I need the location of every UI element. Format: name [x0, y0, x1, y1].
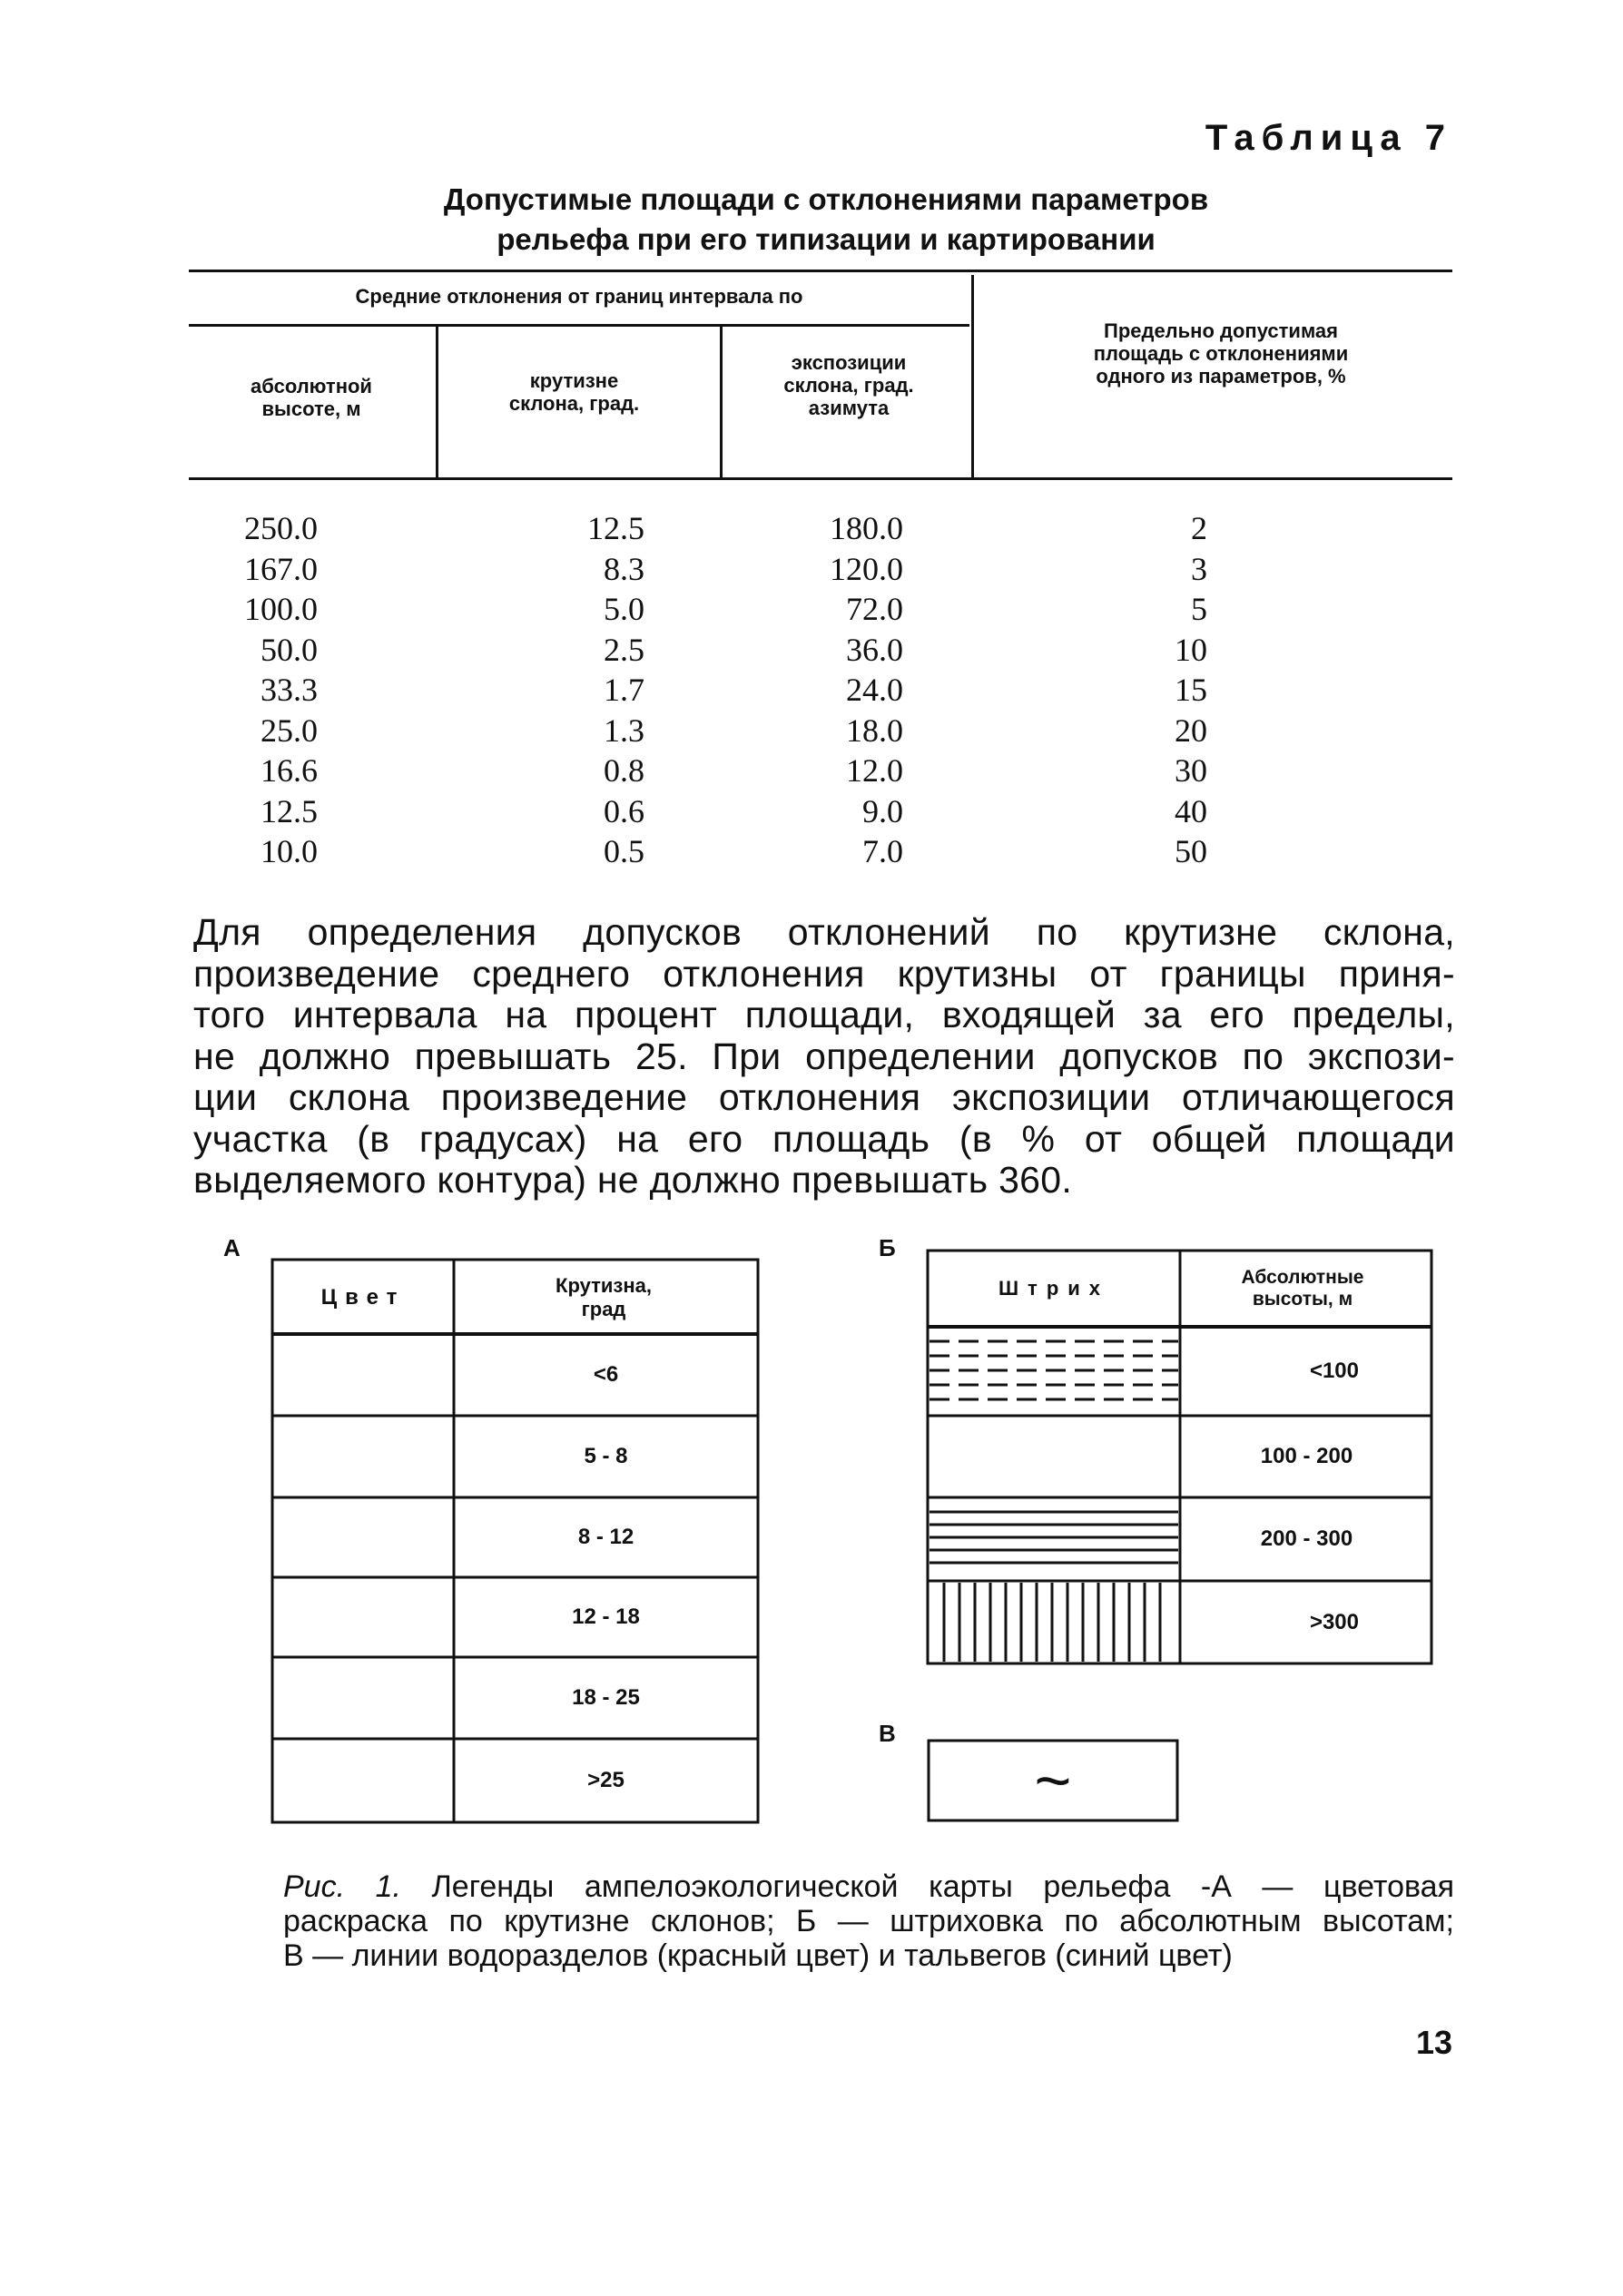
table-cell: 100.0 — [244, 591, 318, 627]
paragraph-line: участка (в градусах) на его площадь (в % от общей площади — [193, 1117, 1455, 1160]
paragraph-line: произведение среднего отклонения крутизны от границы приня- — [193, 952, 1455, 995]
table-cell: 9.0 — [862, 792, 903, 829]
table-label: Таблица 7 — [1205, 118, 1452, 158]
table-cell: 7.0 — [862, 833, 903, 869]
legend-b-row: <100 — [1309, 1359, 1359, 1383]
header-divider-1 — [436, 327, 438, 477]
figure-caption-line-3: В — линии водоразделов (красный цвет) и тальвегов (синий цвет) — [283, 1938, 1233, 1973]
table-cell: 33.3 — [261, 672, 318, 708]
table-cell: 15 — [1175, 672, 1207, 708]
figure-caption-text-1: Легенды ампелоэкологической карты рельефа -А — цветовая — [431, 1869, 1455, 1904]
paragraph-line: не должно превышать 25. При определении допусков по экспози- — [193, 1035, 1455, 1077]
table-cell: 10.0 — [261, 833, 318, 869]
legend-b-row: 200 - 300 — [1260, 1526, 1353, 1551]
col-header-altitude: абсолютной высоте, м — [251, 375, 372, 420]
legend-a-row: >25 — [587, 1768, 625, 1792]
col-header-max-area: Предельно допустимая площадь с отклонениями одного из параметров, % — [1093, 319, 1349, 388]
legend-a-row: 5 - 8 — [584, 1444, 628, 1468]
table-cell: 72.0 — [846, 591, 903, 627]
legend-a-header-slope: Крутизна, град — [556, 1274, 652, 1320]
legend-a-row: 18 - 25 — [572, 1685, 640, 1710]
table-cell: 1.3 — [604, 711, 644, 749]
table-cell: 2.5 — [604, 631, 644, 668]
table-cell: 167.0 — [244, 550, 318, 587]
legend-a-row: <6 — [593, 1362, 619, 1387]
table-cell: 120.0 — [830, 550, 903, 587]
col-header-slope: крутизне склона, град. — [508, 369, 640, 415]
table-cell: 12.5 — [587, 510, 644, 546]
table-cell: 5.0 — [604, 591, 644, 627]
table-cell: 3 — [1191, 550, 1207, 587]
table-cell: 8.3 — [604, 550, 644, 587]
paragraph-line: выделяемого контура) не должно превышать 360. — [193, 1159, 1073, 1201]
table-cell: 36.0 — [846, 631, 903, 668]
table-cell: 16.6 — [261, 752, 318, 789]
table-cell: 180.0 — [830, 510, 903, 546]
horizontal-hatch-pattern — [930, 1512, 1178, 1563]
col-slope-values — [545, 508, 644, 872]
legend-v-symbol: ~ — [1034, 1745, 1072, 1816]
table-cell: 0.6 — [604, 792, 644, 829]
table-cell: 5 — [1191, 591, 1207, 627]
group-header: Средние отклонения от границ интервала по — [355, 285, 803, 308]
table-cell: 50 — [1175, 833, 1207, 869]
table-cell: 30 — [1175, 752, 1207, 789]
table-caption-line-2: рельефа при его типизации и картировании — [497, 222, 1156, 256]
col-altitude-values — [200, 508, 318, 872]
body-paragraph — [193, 912, 1455, 1202]
legend-v-letter: В — [879, 1720, 896, 1747]
legend-b-header-hatch: Штрих — [998, 1277, 1110, 1300]
figure-caption-prefix: Рис. 1. — [283, 1869, 401, 1904]
group-header-rule — [189, 324, 969, 327]
table-cell: 0.8 — [604, 752, 644, 789]
header-divider-3 — [971, 275, 974, 477]
paragraph-line: ции склона произведение отклонения экспозиции отличающегося — [193, 1076, 1455, 1118]
legend-a-header-color: Цвет — [320, 1285, 406, 1310]
figure-caption — [283, 1869, 1454, 1904]
table-cell: 10 — [1175, 631, 1207, 668]
table-cell: 0.5 — [604, 833, 644, 869]
table-cell: 250.0 — [244, 510, 318, 546]
legend-b-header-alt: Абсолютные высоты, м — [1241, 1267, 1364, 1310]
table-cell: 1.7 — [604, 672, 644, 708]
table-cell: 2 — [1191, 510, 1207, 546]
dashed-hatch-pattern — [930, 1341, 1178, 1399]
table-top-rule — [189, 270, 1452, 272]
figure-caption-line-2: раскраска по крутизне склонов; Б — штриховка по абсолютным высотам; — [283, 1904, 1454, 1938]
figure-caption-cont — [283, 1904, 1454, 1973]
legend-b-row: >300 — [1309, 1609, 1359, 1634]
legend-b-letter: Б — [879, 1234, 896, 1261]
col-max-area-values — [1144, 508, 1207, 872]
table-cell: 20 — [1175, 711, 1207, 749]
table-cell: 40 — [1175, 792, 1207, 829]
table-caption-line-1: Допустимые площади с отклонениями параметров — [443, 182, 1209, 216]
table-cell: 24.0 — [846, 672, 903, 708]
legend-a-row: 8 - 12 — [577, 1525, 634, 1549]
col-exposure-values — [790, 508, 903, 872]
paragraph-line: Для определения допусков отклонений по крутизне склона, — [193, 911, 1455, 953]
legend-b-row: 100 - 200 — [1260, 1444, 1353, 1468]
page-number: 13 — [1415, 2024, 1452, 2061]
table-cell: 18.0 — [846, 711, 903, 749]
table-cell: 12.0 — [846, 752, 903, 789]
col-header-exposure: экспозиции склона, град. азимута — [783, 351, 914, 419]
table-cell: 12.5 — [261, 792, 318, 829]
table-cell: 50.0 — [261, 631, 318, 668]
legend-a-letter: А — [223, 1234, 241, 1261]
table-header-bottom-rule — [189, 477, 1452, 480]
legend-a-row: 12 - 18 — [572, 1604, 640, 1629]
header-divider-2 — [720, 327, 723, 477]
figure-caption-line-1 — [283, 1869, 1454, 1904]
table-caption — [236, 180, 1416, 260]
vertical-hatch-pattern — [944, 1583, 1160, 1662]
table-cell: 25.0 — [261, 711, 318, 749]
paragraph-line: того интервала на процент площади, входящей за его пределы, — [193, 994, 1455, 1035]
